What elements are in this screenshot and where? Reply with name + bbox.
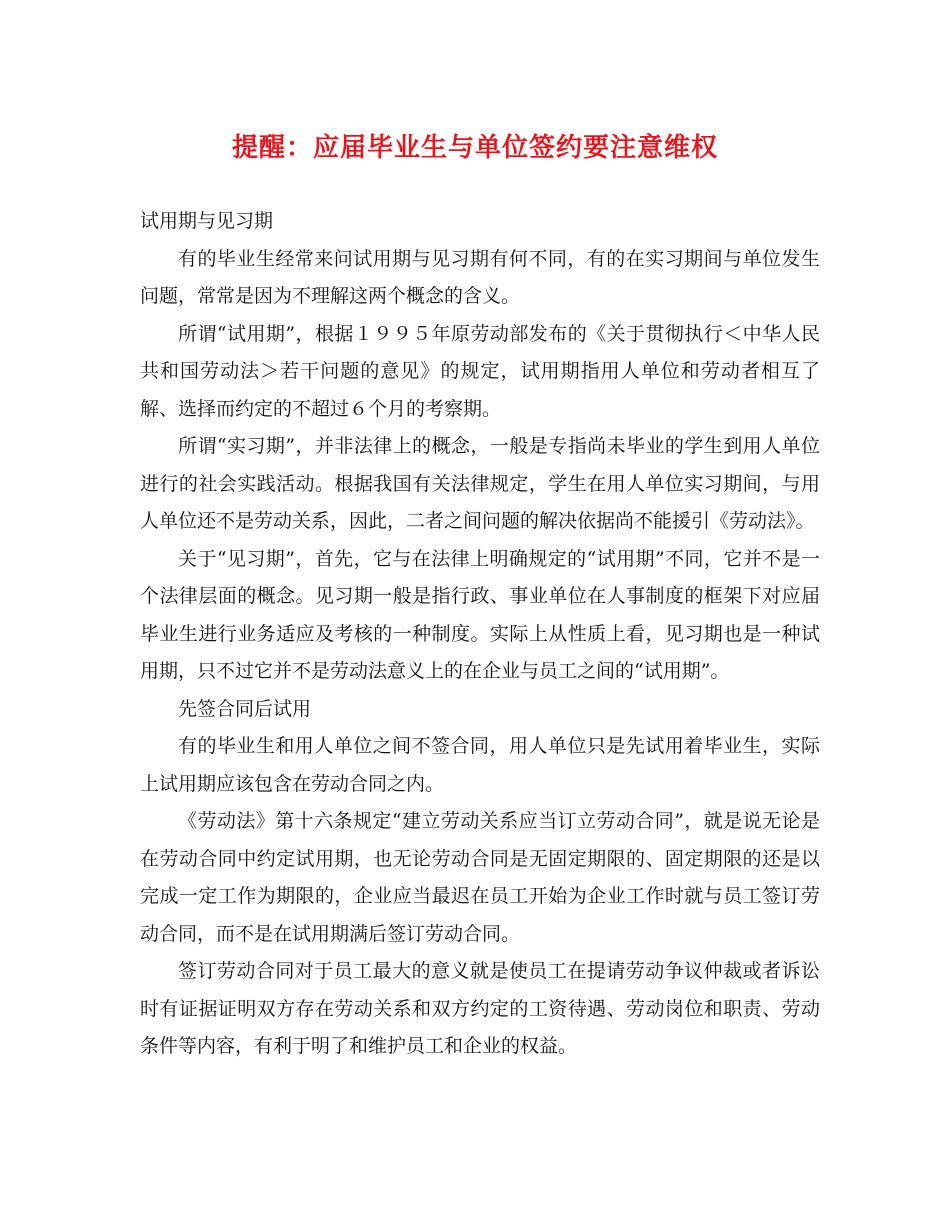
- paragraph: 《劳动法》第十六条规定“建立劳动关系应当订立劳动合同”，就是说无论是在劳动合同中约定试用期，也无论劳动合同是无固定期限的、固定期限的还是以完成一定工作为期限的，企业应当最迟在员工开始为企业工作时就与员工签订劳动合同，而不是在试用期满后签订劳动合同。: [140, 810, 820, 945]
- paragraph: 有的毕业生经常来问试用期与见习期有何不同，有的在实习期间与单位发生问题，常常是因为不理解这两个概念的含义。: [140, 247, 820, 307]
- document-body: [140, 203, 820, 1066]
- document-title: 提醒：应届毕业生与单位签约要注意维权: [231, 133, 718, 163]
- paragraph: 所谓“试用期”，根据１９９５年原劳动部发布的《关于贯彻执行＜中华人民共和国劳动法＞若干问题的意见》的规定，试用期指用人单位和劳动者相互了解、选择而约定的不超过６个月的考察期。: [140, 322, 820, 420]
- paragraph: 有的毕业生和用人单位之间不签合同，用人单位只是先试用着毕业生，实际上试用期应该包含在劳动合同之内。: [140, 735, 820, 795]
- paragraph: 所谓“实习期”，并非法律上的概念，一般是专指尚未毕业的学生到用人单位进行的社会实践活动。根据我国有关法律规定，学生在用人单位实习期间，与用人单位还不是劳动关系，因此，二者之间问题的解决依据尚不能援引《劳动法》。: [140, 435, 820, 532]
- paragraph: 签订劳动合同对于员工最大的意义就是使员工在提请劳动争议仲裁或者诉讼时有证据证明双方存在劳动关系和双方约定的工资待遇、劳动岗位和职责、劳动条件等内容，有利于明了和维护员工和企业的权益。: [140, 960, 820, 1057]
- paragraph: 先签合同后试用: [178, 697, 312, 720]
- paragraph: 关于“见习期”，首先，它与在法律上明确规定的“试用期”不同，它并不是一个法律层面的概念。见习期一般是指行政、事业单位在人事制度的框架下对应届毕业生进行业务适应及考核的一种制度。实际上从性质上看，见习期也是一种试用期，只不过它并不是劳动法意义上的在企业与员工之间的“试用期”。: [140, 547, 820, 682]
- paragraph: 试用期与见习期: [140, 210, 274, 232]
